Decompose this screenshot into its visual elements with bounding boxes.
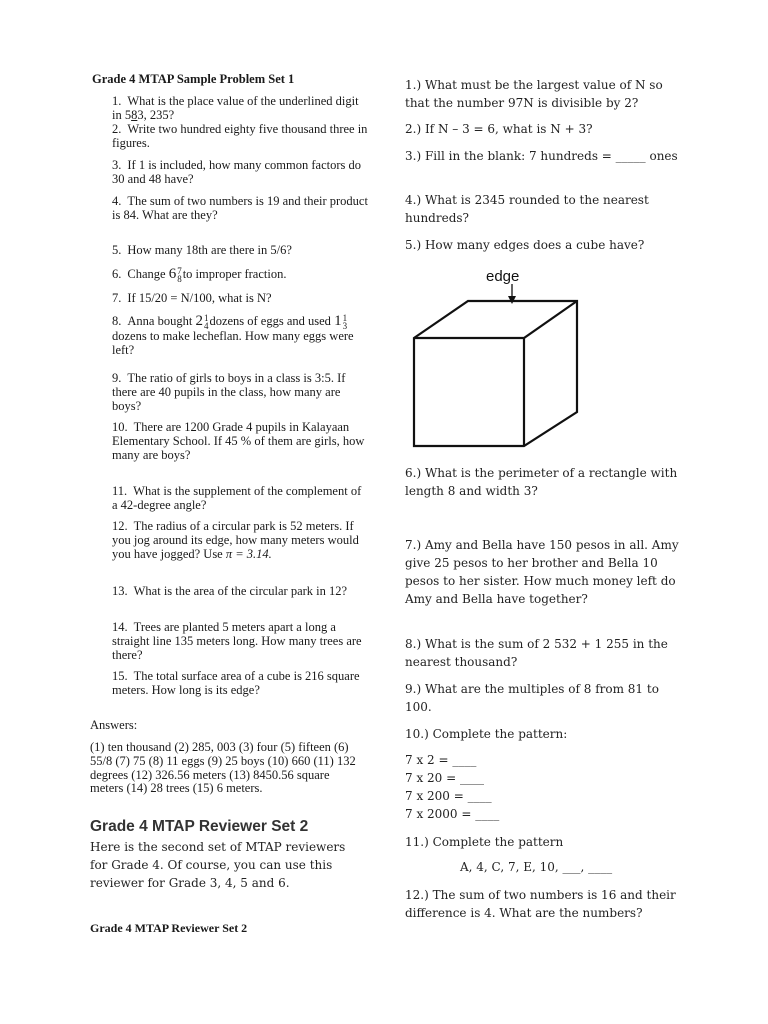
cube-top-edges bbox=[414, 301, 577, 338]
reviewer-q8: 8.) What is the sum of 2 532 + 1 255 in the nearest thousand? bbox=[405, 637, 668, 669]
problem-7: 7. If 15/20 = N/100, what is N? bbox=[112, 291, 272, 305]
reviewer-q11: 11.) Complete the pattern bbox=[405, 835, 564, 849]
problem-8: 8. Anna bought 2 1 4 dozens of eggs and used 1 1 3 dozens to make lecheflan. How many eggs were left? bbox=[112, 312, 354, 357]
problem-12: 12. The radius of a circular park is 52 meters. If you jog around its edge, how many meters would you have jogged? Use π = 3.14. bbox=[112, 519, 359, 561]
underlined-digit: 8 bbox=[131, 107, 138, 122]
reviewer-q7: 7.) Amy and Bella have 150 pesos in all. Amy give 25 pesos to her brother and Bella 10 pesos to her sister. How much money left do Amy and Bella have together? bbox=[405, 538, 679, 606]
cube-diagram bbox=[410, 260, 610, 455]
pattern-line-1: 7 x 2 = ____ bbox=[405, 753, 477, 767]
problem-5: 5. How many 18th are there in 5/6? bbox=[112, 243, 292, 257]
problem-9: 9. The ratio of girls to boys in a class is 3:5. If there are 40 pupils in the class, how many are boys? bbox=[112, 371, 346, 413]
problem-11: 11. What is the supplement of the complement of a 42-degree angle? bbox=[112, 484, 362, 512]
fraction-seven-eighths: 7 8 bbox=[177, 266, 182, 284]
reviewer-q10: 10.) Complete the pattern: bbox=[405, 727, 568, 741]
reviewer-q6: 6.) What is the perimeter of a rectangle with length 8 and width 3? bbox=[405, 466, 678, 498]
problem-2: 2. Write two hundred eighty five thousand three in figures. bbox=[112, 122, 368, 150]
fraction-one-third: 1 3 bbox=[342, 313, 348, 331]
problem-6: 6. Change 6 7 8 to improper fraction. bbox=[112, 265, 287, 284]
edge-label: edge bbox=[486, 268, 520, 285]
reviewer-q12: 12.) The sum of two numbers is 16 and their difference is 4. What are the numbers? bbox=[405, 888, 676, 920]
answers-text: (1) ten thousand (2) 285, 003 (3) four (5) fifteen (6) 55/8 (7) 75 (8) 11 eggs (9) 25 boys (10) 660 (11) 132 degrees (12) 326.56 meters (13) 8450.56 square meters (14) 28 trees (15) 6 meters. bbox=[90, 740, 356, 796]
fraction-one-fourth: 1 4 bbox=[203, 313, 209, 331]
reviewer-set2-subheading: Grade 4 MTAP Reviewer Set 2 bbox=[90, 921, 248, 935]
reviewer-q1: 1.) What must be the largest value of N so that the number 97N is divisible by 2? bbox=[405, 78, 663, 110]
pattern-line-2: 7 x 20 = ____ bbox=[405, 771, 484, 785]
set1-heading: Grade 4 MTAP Sample Problem Set 1 bbox=[92, 72, 295, 86]
problem-13: 13. What is the area of the circular park in 12? bbox=[112, 584, 348, 598]
cube-outline bbox=[414, 301, 577, 446]
reviewer-q5: 5.) How many edges does a cube have? bbox=[405, 238, 645, 252]
reviewer-intro: Here is the second set of MTAP reviewers for Grade 4. Of course, you can use this reviewer for Grade 3, 4, 5 and 6. bbox=[90, 840, 346, 890]
problem-15: 15. The total surface area of a cube is 216 square meters. How long is its edge? bbox=[112, 669, 360, 697]
problem-10: 10. There are 1200 Grade 4 pupils in Kalayaan Elementary School. If 45 % of them are girls, how many are boys? bbox=[112, 420, 365, 462]
answers-title: Answers: bbox=[90, 718, 138, 732]
reviewer-set2-heading: Grade 4 MTAP Reviewer Set 2 bbox=[90, 818, 309, 835]
reviewer-q4: 4.) What is 2345 rounded to the nearest hundreds? bbox=[405, 193, 649, 225]
reviewer-q2: 2.) If N – 3 = 6, what is N + 3? bbox=[405, 122, 593, 136]
pattern-line-4: 7 x 2000 = ____ bbox=[405, 807, 500, 821]
problem-4: 4. The sum of two numbers is 19 and their product is 84. What are they? bbox=[112, 194, 368, 222]
reviewer-q9: 9.) What are the multiples of 8 from 81 to 100. bbox=[405, 682, 659, 714]
pi-value: π = 3.14. bbox=[225, 546, 272, 561]
problem-3: 3. If 1 is included, how many common factors do 30 and 48 have? bbox=[112, 158, 362, 186]
problem-1: 1. What is the place value of the underlined digit in 583, 235? bbox=[112, 94, 359, 122]
pattern-sequence: A, 4, C, 7, E, 10, ___, ____ bbox=[460, 860, 613, 874]
problem-14: 14. Trees are planted 5 meters apart a long a straight line 135 meters long. How many trees are there? bbox=[112, 620, 362, 662]
pattern-line-3: 7 x 200 = ____ bbox=[405, 789, 492, 803]
reviewer-q3: 3.) Fill in the blank: 7 hundreds = _____ ones bbox=[405, 149, 678, 163]
